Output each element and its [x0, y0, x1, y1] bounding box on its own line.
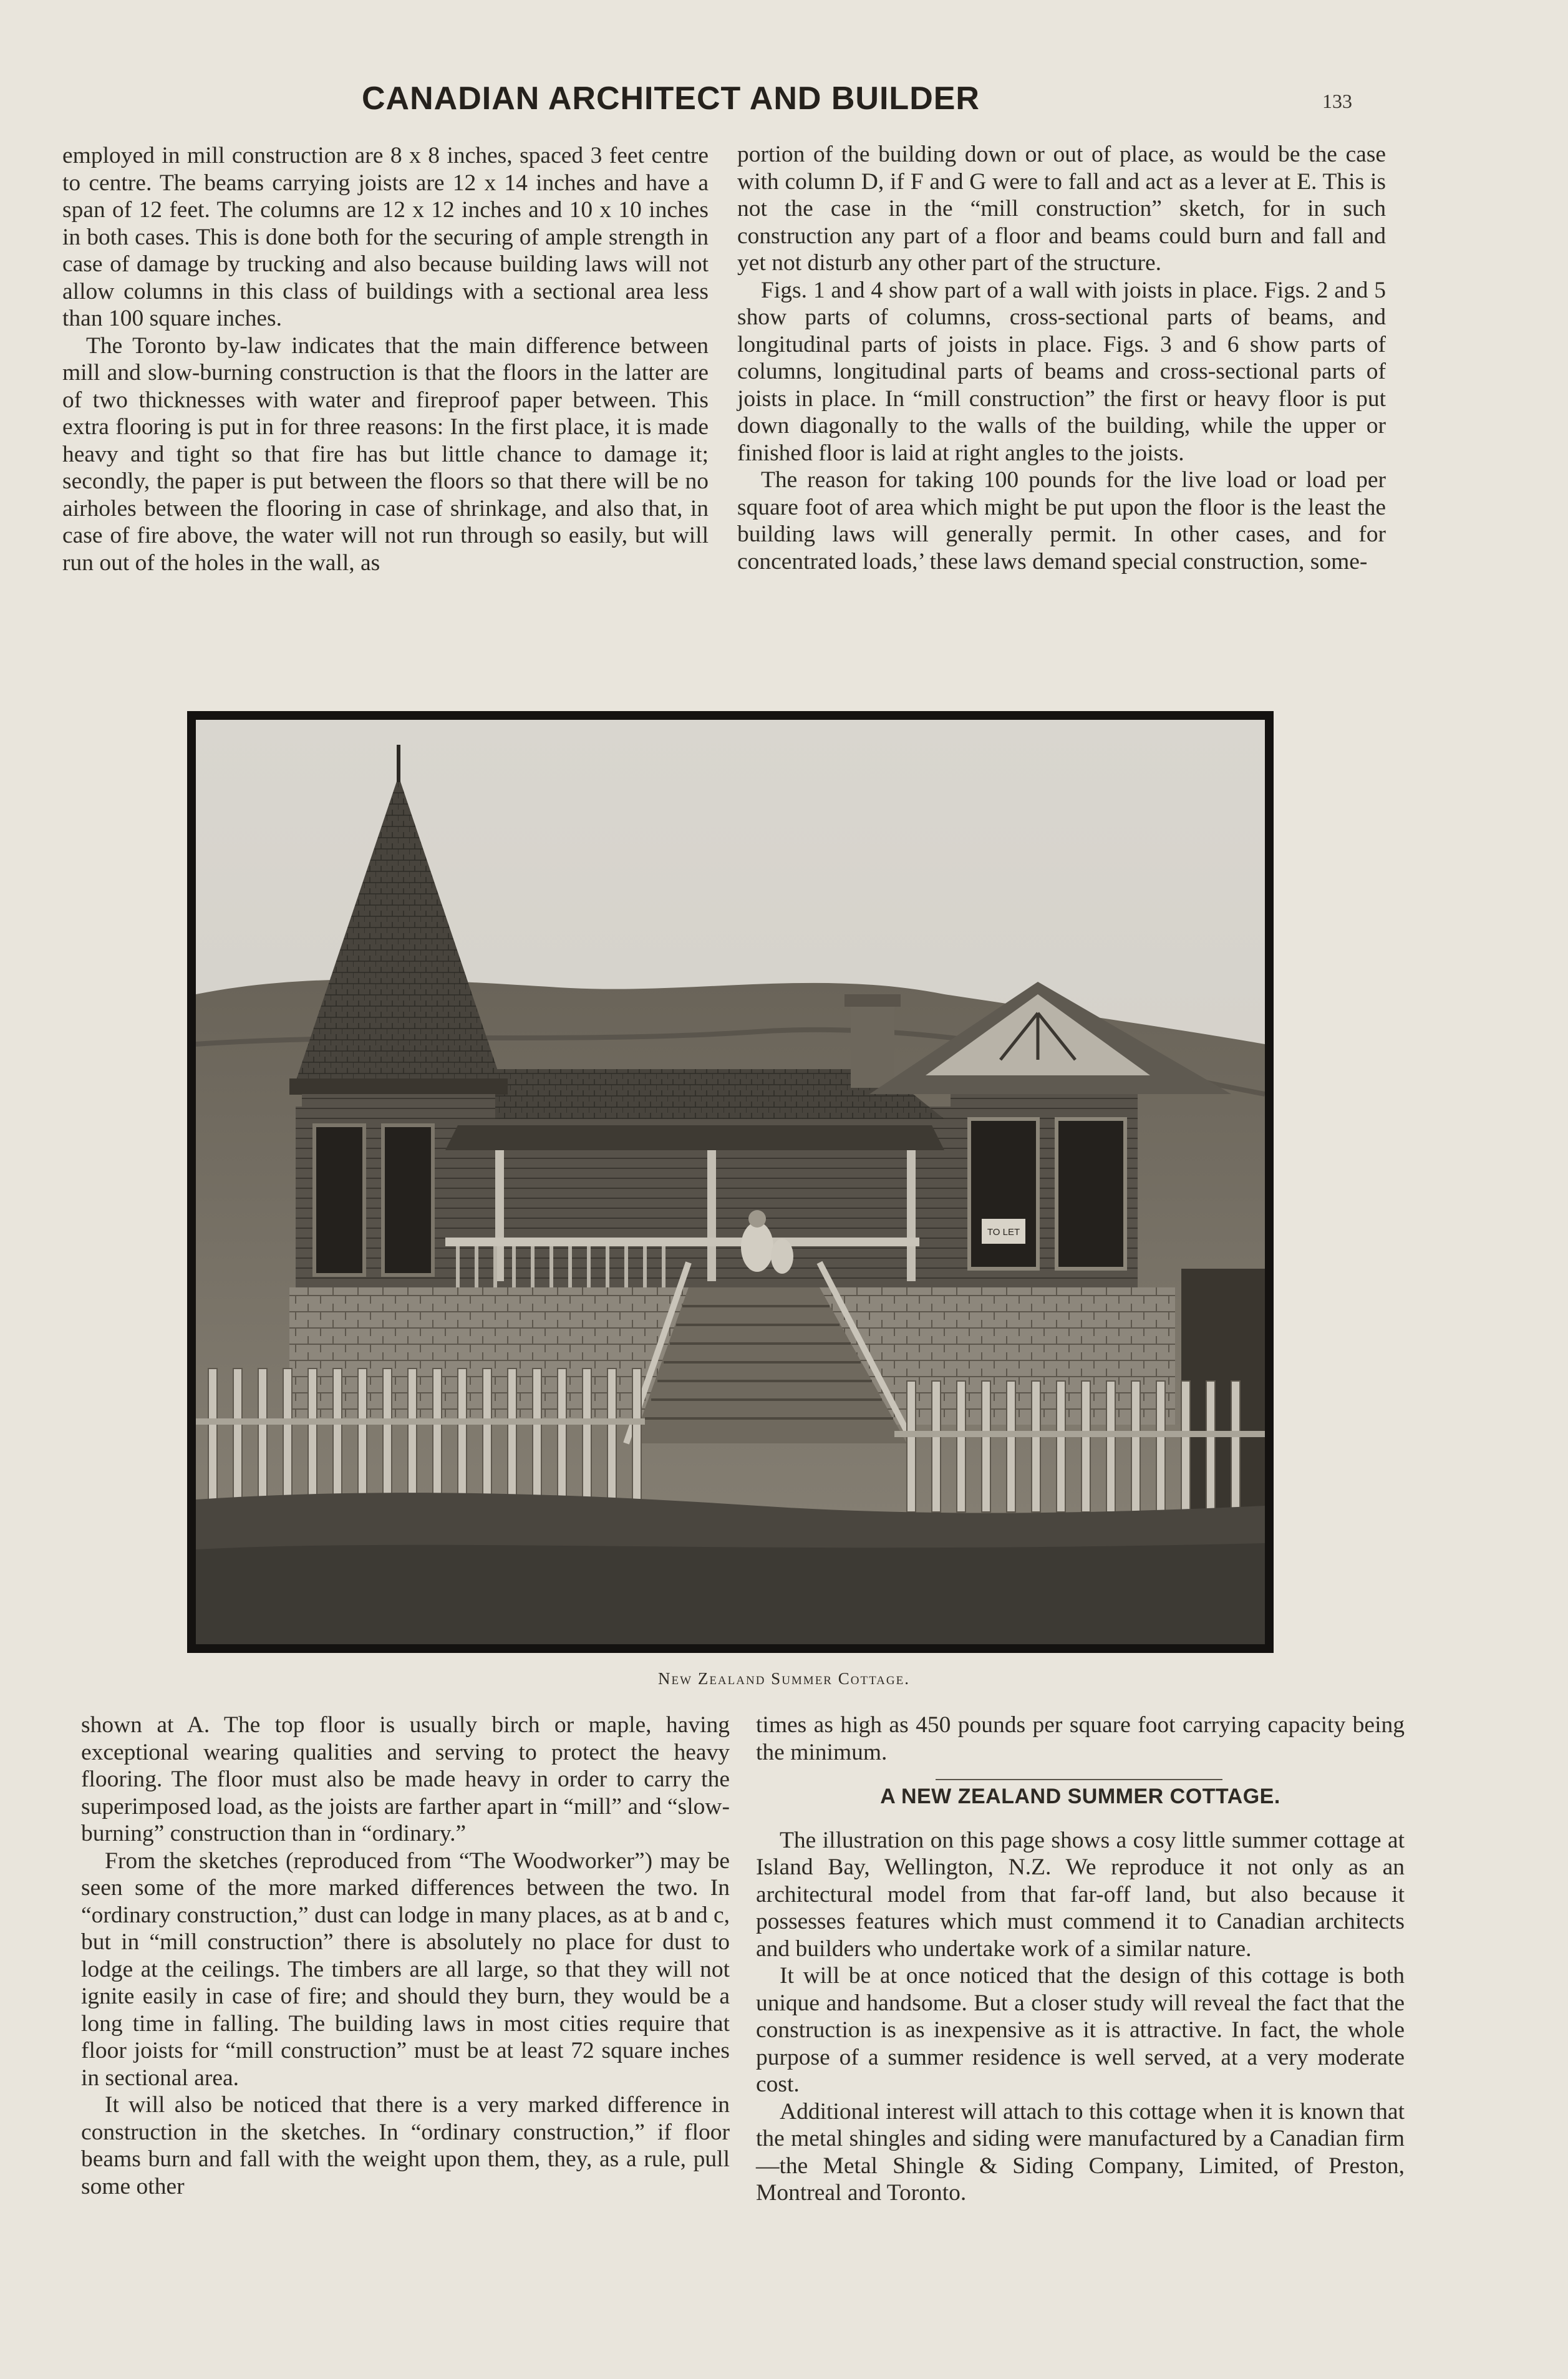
paragraph: The Toronto by-law indicates that the main difference between mill and slow-burning construction is that the floors in the latter are of two thicknesses with water and fireproof paper between. This extra flooring is put in for three reasons: In the first place, it is made heavy and tight so that fire has but little chance to damage it; secondly, the paper is put between the floors so that there will be no airholes between the flooring in case of shrinkage, and also that, in case of fire above, the water will not run through so easily, but will run out of the holes in the wall, as	[62, 332, 709, 576]
cottage-photograph	[187, 711, 1274, 1653]
column-top-left	[62, 142, 709, 576]
column-bottom-right	[756, 1712, 1405, 2207]
paragraph: From the sketches (reproduced from “The Woodworker”) may be seen some of the more marked differences between the two. In “ordinary construction,” dust can lodge in many places, as at b and c, but in “mill construction” there is absolutely no place for dust to lodge at the ceilings. The timbers are all large, so that they will not ignite easily in case of fire; and should they burn, they would be a long time in falling. The building laws in most cities require that floor joists for “mill construction” must be at least 72 square inches in sectional area.	[81, 1848, 730, 2091]
column-bottom-left	[81, 1712, 730, 2200]
paragraph: The illustration on this page shows a cosy little summer cottage at Island Bay, Wellington, N.Z. We reproduce it not only as an architectural model from that far-off land, but also because it possesses features which must commend it to Canadian architects and builders who undertake work of a similar nature.	[756, 1827, 1405, 1962]
photo-caption: New Zealand Summer Cottage.	[658, 1669, 910, 1688]
paragraph: It will be at once noticed that the design of this cottage is both unique and handsome. But a closer study will reveal the fact that the construction is as inexpensive as it is attractive. In fact, the whole purpose of a summer residence is well served, at a very moderate cost.	[756, 1963, 1405, 2097]
paragraph: The reason for taking 100 pounds for the live load or load per square foot of area which might be put upon the floor is the least the building laws will generally permit. In other cases, and for concentrated loads,’ these laws demand special construction, some-	[737, 467, 1386, 574]
running-head-title: CANADIAN ARCHITECT AND BUILDER	[362, 80, 980, 117]
paragraph: It will also be noticed that there is a very marked difference in construction in the sketches. In “ordinary construction,” if floor beams burn and fall with the weight upon them, they, as a rule, pull some other	[81, 2092, 730, 2199]
paragraph: Additional interest will attach to this cottage when it is known that the metal shingles and siding were manufactured by a Canadian firm—the Metal Shingle & Siding Company, Limited, of Preston, Montreal and Toronto.	[756, 2098, 1405, 2206]
column-top-right	[737, 141, 1386, 575]
article-heading: A NEW ZEALAND SUMMER COTTAGE.	[880, 1785, 1280, 1808]
paragraph: Figs. 1 and 4 show part of a wall with joists in place. Figs. 2 and 5 show parts of columns, cross-sectional parts of beams, and longitudinal parts of joists in place. Figs. 3 and 6 show parts of columns, longitudinal parts of beams and cross-sectional parts of joists in place. In “mill construction” the first or heavy floor is put down diagonally to the walls of the building, while the upper or finished floor is laid at right angles to the joists.	[737, 277, 1386, 466]
paragraph: portion of the building down or out of place, as would be the case with column D, if F and G were to fall and act as a lever at E. This is not the case in the “mill construction” sketch, for in such construction any part of a floor and beams could burn and fall and yet not disturb any other part of the structure.	[737, 142, 1386, 276]
section-divider	[936, 1779, 1222, 1780]
page-number: 133	[1322, 90, 1352, 112]
paragraph: times as high as 450 pounds per square foot carrying capacity being the minimum.	[756, 1712, 1405, 1765]
cottage-photo-image	[196, 720, 1265, 1644]
paragraph: shown at A. The top floor is usually birch or maple, having exceptional wearing qualities and serving to protect the heavy flooring. The floor must also be made heavy in order to carry the superimposed load, as the joists are farther apart in “mill” and “slow-burning” construction than in “ordinary.”	[81, 1712, 730, 1846]
paragraph: employed in mill construction are 8 x 8 inches, spaced 3 feet centre to centre. The beams carrying joists are 12 x 14 inches and have a span of 12 feet. The columns are 12 x 12 inches and 10 x 10 inches in both cases. This is done both for the securing of ample strength in case of damage by trucking and also because building laws will not allow columns in this class of buildings with a sectional area less than 100 square inches.	[62, 143, 709, 331]
sign-label: TO LET	[987, 1227, 1020, 1238]
